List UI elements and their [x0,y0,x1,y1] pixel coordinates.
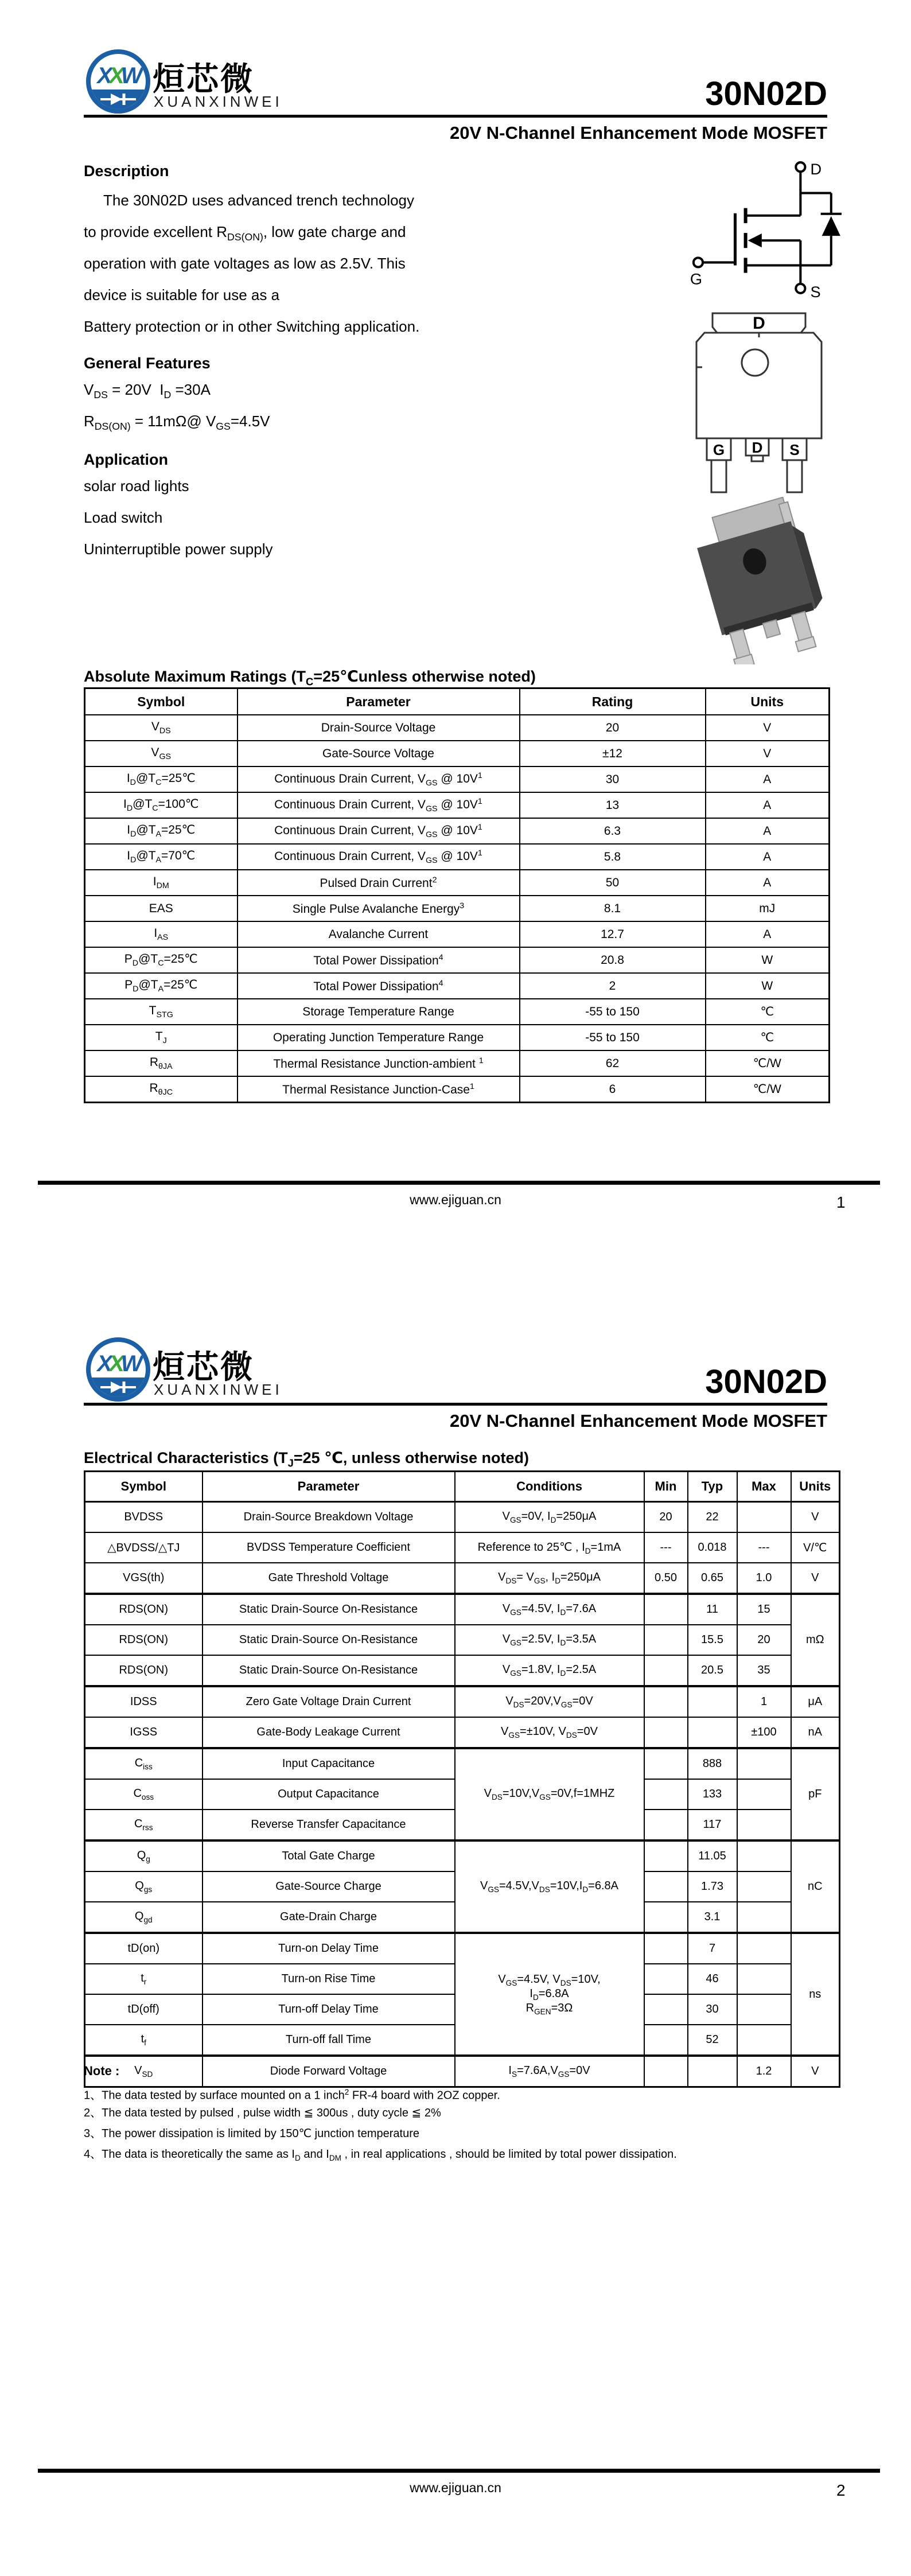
table-cell [644,1810,688,1840]
table-row [85,1076,830,1103]
table-cell [644,1655,688,1686]
column-header: Min [644,1472,688,1502]
description-lines-line: device is suitable for use as a [84,286,280,303]
table-cell: V [791,1563,840,1594]
table-cell: W [706,973,830,999]
table-cell: $P_D@T_A=25℃$ [85,973,238,999]
table-cell: Gate-Drain Charge [203,1902,455,1933]
table-cell [644,1902,688,1933]
table-cell: $V_{SD}$ [85,2056,203,2087]
column-header: Rating [520,688,706,715]
table-cell: $V_{GS}=4.5V$, $V_{DS}=10V$, $I_D=6.8A$ $R_{GEN}=3\Omega$ [455,1933,644,2056]
notes-line: 2、The data tested by pulsed , pulse width ≦ 300us , duty cycle ≦ 2% [84,2107,441,2119]
table-cell [644,2025,688,2056]
table-cell: 20.5 [688,1655,737,1686]
datasheet-page-2 [0,1288,911,2576]
table-cell: tD(off) [85,1994,203,2025]
header-row [85,688,830,715]
table-cell: A [706,921,830,947]
table-cell: △BVDSS/△TJ [85,1532,203,1563]
table-row [85,870,830,896]
drain-terminal [796,162,805,172]
table-cell [737,1933,791,1964]
notes-line: 3、The power dissipation is limited by 150℃ junction temperature [84,2127,419,2140]
table-cell: A [706,818,830,844]
table-cell: $V_{GS}=\pm 10V$, $V_{DS}=0V$ [455,1717,644,1748]
notes [84,2082,677,2165]
table-cell: A [706,766,830,792]
table-cell: Gate-Source Voltage [238,741,520,766]
table-cell [644,1779,688,1810]
table-cell [644,1964,688,1994]
table-cell: $V_{GS}=4.5V,V_{DS}=10V,I_D=6.8A$ [455,1840,644,1933]
general-features-heading: General Features [84,355,211,372]
table-cell [644,1994,688,2025]
application-lines-line: Uninterruptible power supply [84,540,273,558]
table-cell: 2 [520,973,706,999]
table-cell: ±12 [520,741,706,766]
notes-line: 1、The data tested by surface mounted on a 1 inch$^2$ FR-4 board with 2OZ copper. [84,2088,500,2102]
table-cell [737,1502,791,1533]
table-cell [737,1902,791,1933]
company-name-chinese: 烜芯微 [153,1349,254,1385]
table-cell: 1.2 [737,2056,791,2087]
table-cell: pF [791,1748,840,1840]
table-cell: 12.7 [520,921,706,947]
general-features-lines-line: $R_{DS(ON)}$ = 11mΩ@ $V_{GS}=4.5V$ [84,413,270,433]
logo-monogram [91,1351,146,1377]
doc-subtitle: 20V N-Channel Enhancement Mode MOSFET [450,123,827,143]
description-lines [84,185,419,343]
column-header: Typ [688,1472,737,1502]
table-cell: Turn-on Rise Time [203,1964,455,1994]
logo-letter: X [97,1351,110,1376]
table-row [85,844,830,870]
table-cell: Continuous Drain Current, $V_{GS}$ @ $10V^1$ [238,766,520,792]
table-cell [737,1871,791,1902]
package-outline-drawing [695,310,823,500]
notes-heading: Note : [84,2064,120,2078]
table-cell: tD(on) [85,1933,203,1964]
table-row [85,999,830,1025]
abs-max-title: Absolute Maximum Ratings ($T_C=25℃unless$ otherwise noted) [84,668,536,688]
table-cell: V [791,1502,840,1533]
table-cell: V/℃ [791,1532,840,1563]
general-features-lines [84,374,270,437]
part-number-title: 30N02D [705,1363,827,1400]
column-header: Symbol [85,1472,203,1502]
column-header: Symbol [85,688,238,715]
pin-label-source: S [789,441,800,458]
table-row [85,1933,840,1964]
table-cell: $R_{\theta JC}$ [85,1076,238,1103]
table-cell: $V_{DS}=10V,V_{GS}=0V,f=1MHZ$ [455,1748,644,1840]
table-cell [644,1625,688,1655]
table-cell: 0.65 [688,1563,737,1594]
table-cell: $I_D@T_A=25℃$ [85,818,238,844]
table-cell: 117 [688,1810,737,1840]
table-cell: RDS(ON) [85,1625,203,1655]
table-cell: mΩ [791,1594,840,1686]
table-cell: IGSS [85,1717,203,1748]
body-diode-icon [822,216,840,236]
table-cell: $I_D@T_C=100℃$ [85,792,238,818]
table-cell: Storage Temperature Range [238,999,520,1025]
table-cell: $I_{DM}$ [85,870,238,896]
table-cell: Pulsed Drain Current$^2$ [238,870,520,896]
table-cell: Gate Threshold Voltage [203,1563,455,1594]
table-cell: $Q_g$ [85,1840,203,1871]
table-cell: 11 [688,1594,737,1625]
page-number: 2 [836,2481,846,2499]
table-cell [688,1717,737,1748]
table-row [85,1840,840,1871]
table-row [85,1625,840,1655]
table-cell [644,1933,688,1964]
table-cell: V [791,2056,840,2087]
table-cell: $V_{GS}$ [85,741,238,766]
table-cell: $Q_{gd}$ [85,1902,203,1933]
table-cell: $I_{AS}$ [85,921,238,947]
absolute-maximum-ratings-table [84,687,830,1103]
column-header: Conditions [455,1472,644,1502]
table-cell: 20 [644,1502,688,1533]
table-cell: --- [644,1532,688,1563]
table-cell: $I_S=7.6A,V_{GS}=0V$ [455,2056,644,2087]
table-cell: IDSS [85,1686,203,1717]
table-cell: Turn-off Delay Time [203,1994,455,2025]
table-cell: Total Power Dissipation$^4$ [238,973,520,999]
package-tab-label: D [753,314,765,333]
table-row [85,973,830,999]
table-row [85,1655,840,1686]
table-row [85,715,830,741]
table-cell: $T_{STG}$ [85,999,238,1025]
table-cell [737,2025,791,2056]
table-cell: $V_{DS}$ [85,715,238,741]
table-cell [737,1964,791,1994]
mosfet-symbol-diagram [680,158,869,303]
table-cell: Turn-off fall Time [203,2025,455,2056]
header-rule [84,1403,827,1406]
electrical-characteristics [84,1470,839,2088]
table-cell [737,1810,791,1840]
gate-label: G [690,270,703,288]
table-cell: A [706,844,830,870]
source-terminal [796,284,805,293]
table-cell: 1 [737,1686,791,1717]
table-cell: Static Drain-Source On-Resistance [203,1594,455,1625]
table-cell: 30 [520,766,706,792]
table-cell [688,1686,737,1717]
table-row [85,741,830,766]
table-cell: ns [791,1933,840,2056]
application-lines [84,470,273,565]
table-cell: $C_{iss}$ [85,1748,203,1779]
footer-rule [38,1181,880,1185]
table-cell: Reverse Transfer Capacitance [203,1810,455,1840]
table-cell: Drain-Source Voltage [238,715,520,741]
table-cell: Zero Gate Voltage Drain Current [203,1686,455,1717]
table-cell: nC [791,1840,840,1933]
table-cell [737,1840,791,1871]
table-cell: 0.018 [688,1532,737,1563]
table-cell: Static Drain-Source On-Resistance [203,1625,455,1655]
table-cell: EAS [85,896,238,921]
table-cell: A [706,870,830,896]
table-row [85,1532,840,1563]
page-number: 1 [836,1193,846,1211]
table-cell: Reference to 25℃ , $I_D=1mA$ [455,1532,644,1563]
table-cell: Gate-Source Charge [203,1871,455,1902]
gate-terminal [694,258,703,267]
table-cell: Thermal Resistance Junction-ambient $^1$ [238,1050,520,1076]
logo-ring [86,1337,150,1402]
table-row [85,947,830,973]
diode-icon [99,1380,137,1394]
mounting-hole [742,349,768,376]
electrical-characteristics-table [84,1470,840,2088]
column-header: Units [706,688,830,715]
table-cell: $V_{GS}=2.5V$, $I_D=3.5A$ [455,1625,644,1655]
table-cell: 30 [688,1994,737,2025]
table-cell: Turn-on Delay Time [203,1933,455,1964]
table-cell: $T_J$ [85,1025,238,1050]
table-cell: 20 [737,1625,791,1655]
table-cell: 8.1 [520,896,706,921]
table-cell [688,2056,737,2087]
logo-letter: X [97,63,110,88]
table-cell: 0.50 [644,1563,688,1594]
header-rule [84,115,827,118]
table-row [85,1025,830,1050]
column-header: Parameter [203,1472,455,1502]
table-cell: BVDSS [85,1502,203,1533]
table-cell: RDS(ON) [85,1655,203,1686]
footer-url: www.ejiguan.cn [410,2480,501,2495]
table-row [85,792,830,818]
table-cell: ℃/W [706,1076,830,1103]
table-cell: 1.73 [688,1871,737,1902]
table-row [85,1748,840,1779]
table-cell: Continuous Drain Current, $V_{GS}$ @ $10V^1$ [238,818,520,844]
table-cell: 62 [520,1050,706,1076]
table-row [85,896,830,921]
table-cell [737,1779,791,1810]
diode-icon [99,92,137,106]
pin-label-gate: G [713,441,725,458]
table-cell: Total Power Dissipation$^4$ [238,947,520,973]
logo-ring [86,49,150,114]
drain-label: D [810,160,822,178]
elec-char-title: Electrical Characteristics ($T_J=25$ ℃, unless otherwise noted) [84,1449,529,1469]
table-cell [644,1686,688,1717]
table-cell: 1.0 [737,1563,791,1594]
table-cell: Total Gate Charge [203,1840,455,1871]
table-cell: W [706,947,830,973]
notes-line: 4、The data is theoretically the same as $I_D$ and $I_{DM}$ , in real applications , should be limited by total power dissipation. [84,2148,677,2162]
column-header: Parameter [238,688,520,715]
table-cell [644,1840,688,1871]
logo-monogram [91,63,146,89]
description-lines-line: The 30N02D uses advanced trench technology [103,192,415,209]
company-name-pinyin: XUANXINWEI [154,1381,283,1398]
table-cell: ±100 [737,1717,791,1748]
description-lines-line: operation with gate voltages as low as 2.5V. This [84,255,406,272]
table-cell: ℃ [706,1025,830,1050]
description-heading: Description [84,162,169,180]
table-cell [644,1594,688,1625]
logo-chord [91,90,146,109]
general-features-lines-line: $V_{DS} = 20V$ $I_D =30A$ [84,381,211,401]
table-cell: RDS(ON) [85,1594,203,1625]
table-cell [644,1871,688,1902]
table-cell: Static Drain-Source On-Resistance [203,1655,455,1686]
footer-rule [38,2469,880,2473]
table-cell: $P_D@T_C=25℃$ [85,947,238,973]
table-cell: $V_{DS}= V_{GS}$, $I_D=250\mu A$ [455,1563,644,1594]
table-cell: --- [737,1532,791,1563]
table-cell [644,1717,688,1748]
table-cell: Input Capacitance [203,1748,455,1779]
part-number-title: 30N02D [705,75,827,112]
table-cell: 5.8 [520,844,706,870]
table-cell: nA [791,1717,840,1748]
table-cell: 13 [520,792,706,818]
table-cell: Diode Forward Voltage [203,2056,455,2087]
table-cell: A [706,792,830,818]
table-cell: Operating Junction Temperature Range [238,1025,520,1050]
table-cell: μA [791,1686,840,1717]
table-row [85,818,830,844]
description-lines-line: Battery protection or in other Switching application. [84,318,420,335]
table-cell [737,1994,791,2025]
table-cell: 15 [737,1594,791,1625]
mosfet-arrow-icon [748,234,762,247]
table-cell: $C_{oss}$ [85,1779,203,1810]
column-header: Max [737,1472,791,1502]
logo-letter: W [120,63,139,88]
table-cell: BVDSS Temperature Coefficient [203,1532,455,1563]
application-lines-line: solar road lights [84,477,189,495]
table-cell: $C_{rss}$ [85,1810,203,1840]
table-cell: $I_D@T_A=70℃$ [85,844,238,870]
table-cell: 888 [688,1748,737,1779]
table-cell: Output Capacitance [203,1779,455,1810]
table-cell: $V_{DS}=20V,V_{GS}=0V$ [455,1686,644,1717]
table-cell: Drain-Source Breakdown Voltage [203,1502,455,1533]
logo-chord [91,1378,146,1397]
table-cell: 20 [520,715,706,741]
table-cell: 35 [737,1655,791,1686]
table-cell: Continuous Drain Current, $V_{GS}$ @ $10V^1$ [238,792,520,818]
table-cell: Thermal Resistance Junction-Case$^1$ [238,1076,520,1103]
table-cell: Continuous Drain Current, $V_{GS}$ @ $10V^1$ [238,844,520,870]
table-cell: Gate-Body Leakage Current [203,1717,455,1748]
table-cell: $V_{GS}=1.8V$, $I_D=2.5A$ [455,1655,644,1686]
table-cell: 52 [688,2025,737,2056]
table-cell: $R_{\theta JA}$ [85,1050,238,1076]
logo-letter: X [109,63,121,88]
column-header: Units [791,1472,840,1502]
table-row [85,1050,830,1076]
logo-mark [86,49,150,114]
package-photo [687,497,831,664]
pin-label-drain: D [752,439,763,456]
table-cell: VGS(th) [85,1563,203,1594]
table-cell: 46 [688,1964,737,1994]
header-row [85,1472,840,1502]
table-cell: 133 [688,1779,737,1810]
table-cell: -55 to 150 [520,1025,706,1050]
footer-url: www.ejiguan.cn [410,1192,501,1207]
table-row [85,766,830,792]
table-cell: 3.1 [688,1902,737,1933]
table-cell: 22 [688,1502,737,1533]
table-row [85,1563,840,1594]
table-cell: $t_f$ [85,2025,203,2056]
description-lines-line: to provide excellent $R_{DS(ON)}$, low gate charge and [84,223,406,243]
company-name-chinese: 烜芯微 [153,61,254,97]
table-row [85,921,830,947]
application-lines-line: Load switch [84,509,163,526]
table-cell: Avalanche Current [238,921,520,947]
logo-mark [86,1337,150,1402]
table-cell [737,1748,791,1779]
table-cell: $V_{GS}=4.5V$, $I_D=7.6A$ [455,1594,644,1625]
table-cell: V [706,715,830,741]
table-cell: $t_r$ [85,1964,203,1994]
source-label: S [810,282,821,301]
absolute-maximum-ratings [84,687,828,1103]
table-row [85,1502,840,1533]
table-cell: 7 [688,1933,737,1964]
table-cell: $I_D@T_C=25℃$ [85,766,238,792]
table-cell: $Q_{gs}$ [85,1871,203,1902]
table-cell: -55 to 150 [520,999,706,1025]
logo-letter: X [109,1351,121,1376]
application-heading: Application [84,451,168,468]
table-cell: 6.3 [520,818,706,844]
logo-letter: W [120,1351,139,1376]
table-row [85,1717,840,1748]
table-cell: $V_{GS}=0V$, $I_D=250\mu A$ [455,1502,644,1533]
company-name-pinyin: XUANXINWEI [154,93,283,110]
table-cell: ℃/W [706,1050,830,1076]
table-row [85,1594,840,1625]
table-cell: 11.05 [688,1840,737,1871]
table-cell: Single Pulse Avalanche Energy$^3$ [238,896,520,921]
table-cell: 15.5 [688,1625,737,1655]
table-cell: mJ [706,896,830,921]
table-row [85,1686,840,1717]
table-cell: 20.8 [520,947,706,973]
table-cell: V [706,741,830,766]
table-cell: 50 [520,870,706,896]
table-cell: 6 [520,1076,706,1103]
table-cell: ℃ [706,999,830,1025]
doc-subtitle: 20V N-Channel Enhancement Mode MOSFET [450,1411,827,1431]
table-cell [644,1748,688,1779]
